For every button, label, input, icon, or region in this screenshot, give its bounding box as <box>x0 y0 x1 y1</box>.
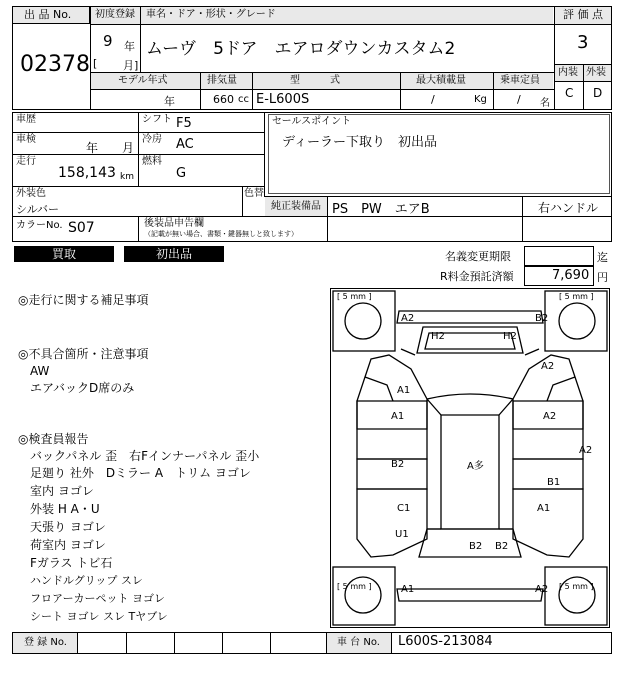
month-unit: 月] <box>123 59 139 72</box>
inspector-heading: ◎検査員報告 <box>18 432 89 446</box>
car-name: ムーヴ 5ドア エアロダウンカスタム2 <box>146 39 456 59</box>
mark-right-front-door: A2 <box>543 411 557 422</box>
divider <box>90 89 554 90</box>
shift-value: F5 <box>176 116 192 131</box>
divider <box>583 64 584 110</box>
mark-right-fender: A2 <box>541 361 555 372</box>
displacement-unit: cc <box>238 94 249 105</box>
defects-heading: ◎不具合箇所・注意事項 <box>18 347 149 361</box>
divider <box>140 24 141 72</box>
mark-right-rear-door: B1 <box>547 477 561 488</box>
mark-roof: A多 <box>467 461 484 472</box>
ac-value: AC <box>176 137 194 152</box>
inspector-line: ハンドルグリップ スレ <box>30 574 143 587</box>
divider <box>138 216 139 242</box>
inspector-line: シート ヨゴレ スレ Tヤブレ <box>30 610 168 623</box>
year-unit: 年 <box>124 40 135 53</box>
inspector-line: 外装 H A・U <box>30 502 100 516</box>
driving-heading: ◎走行に関する補足事項 <box>18 293 149 307</box>
divider <box>270 632 271 654</box>
divider <box>522 196 523 242</box>
divider <box>252 72 253 110</box>
fuel-label: 燃料 <box>142 156 162 167</box>
inspector-line: バックパネル 歪 右Fインナーパネル 歪小 <box>30 449 260 463</box>
model-year-label: モデル年式 <box>118 75 168 86</box>
recycle-unit: 円 <box>597 271 608 284</box>
mark-left-rear-door: B2 <box>391 459 405 470</box>
car-diagram <box>330 288 610 628</box>
inspector-line: 荷室内 ヨゴレ <box>30 538 106 552</box>
color-no-label: カラーNo. <box>16 220 63 231</box>
divider <box>138 112 139 186</box>
divider <box>242 186 243 216</box>
score-value: 3 <box>577 32 589 53</box>
divider <box>327 196 328 242</box>
divider <box>264 112 265 196</box>
inspector-line: 天張り ヨゴレ <box>30 520 106 534</box>
displacement-value: 660 <box>213 93 234 106</box>
car-outline-icon <box>331 289 609 627</box>
type-value: E-L600S <box>256 92 310 107</box>
divider <box>391 632 392 654</box>
aftermarket-note: （記載が無い場合、書類・鍵器無しと致します） <box>144 230 298 238</box>
mark-top-right: B2 <box>535 313 549 324</box>
mark-right-quarter: A1 <box>537 503 551 514</box>
equipment-label: 純正装備品 <box>271 201 321 212</box>
divider <box>90 24 554 25</box>
divider <box>140 6 141 24</box>
repaint-label: 色替 <box>244 188 264 199</box>
fuel-value: G <box>176 166 187 181</box>
shift-label: シフト <box>142 114 172 125</box>
max-load-unit: Kg <box>474 94 487 105</box>
divider <box>200 72 201 110</box>
steering-value: 右ハンドル <box>538 201 599 215</box>
lot-label: 出 品 No. <box>24 8 72 21</box>
footer-frame <box>12 632 612 654</box>
color-value: シルバー <box>16 203 59 216</box>
mileage-unit: km <box>120 172 134 182</box>
divider <box>77 632 78 654</box>
inspector-line: フロアーカーペット ヨゴレ <box>30 592 165 605</box>
divider <box>12 132 264 133</box>
inspector-line: 足廻り 社外 Dミラー A トリム ヨゴレ <box>30 466 251 480</box>
max-load-slash: / <box>431 93 435 106</box>
aftermarket-label: 後装品申告欄 <box>144 218 204 229</box>
ac-label: 冷房 <box>142 134 162 145</box>
interior-label: 内装 <box>558 67 578 78</box>
inspector-line: 室内 ヨゴレ <box>30 484 94 498</box>
equipment-value: PS PW エアB <box>332 202 430 217</box>
history-label: 車歴 <box>16 114 36 125</box>
mark-left-sill: U1 <box>395 529 409 540</box>
displacement-label: 排気量 <box>207 75 237 86</box>
max-load-label: 最大積載量 <box>416 75 466 86</box>
divider <box>126 632 127 654</box>
car-desc-label: 車名・ドア・形状・グレード <box>146 9 276 20</box>
divider <box>554 24 612 25</box>
divider <box>400 72 401 110</box>
type-label: 型 式 <box>290 75 340 86</box>
mark-rear-right: B2 <box>495 541 509 552</box>
year-value: 9 <box>103 32 113 50</box>
inspection-year: 年 <box>86 141 99 155</box>
tire-rear-left-label: [ 5 mm ] <box>337 582 372 591</box>
capacity-unit: 名 <box>540 98 550 109</box>
inspection-label: 車検 <box>16 134 36 145</box>
divider <box>174 632 175 654</box>
divider <box>12 154 264 155</box>
sales-point-label: セールスポイント <box>272 116 352 127</box>
recycle-amount: 7,690 <box>552 268 590 283</box>
divider <box>12 186 264 187</box>
color-label: 外装色 <box>16 188 46 199</box>
tire-front-left-label: [ 5 mm ] <box>337 292 372 301</box>
name-change-unit: 迄 <box>597 251 608 264</box>
defect-line: AW <box>30 364 50 378</box>
inspection-month: 月 <box>122 141 135 155</box>
inspector-line: Fガラス トビ石 <box>30 556 113 570</box>
mark-bottom-left: A1 <box>401 584 415 595</box>
sales-point-text: ディーラー下取り 初出品 <box>282 135 437 150</box>
chassis-number: L600S-213084 <box>398 634 493 649</box>
mark-left-fender: A1 <box>397 385 411 396</box>
mark-h2-left: H2 <box>431 331 445 342</box>
capacity-label: 乗車定員 <box>500 75 540 86</box>
name-change-label: 名義変更期限 <box>445 250 511 263</box>
divider <box>554 81 612 82</box>
mark-left-quarter: C1 <box>397 503 411 514</box>
mileage-label: 走行 <box>16 156 36 167</box>
first-reg-label: 初度登録 <box>95 9 135 20</box>
defect-line: エアバックD席のみ <box>30 381 135 395</box>
first-listing-button[interactable]: 初出品 <box>124 246 224 262</box>
exterior-grade: D <box>593 86 603 100</box>
interior-grade: C <box>565 86 574 100</box>
mark-left-front-door: A1 <box>391 411 405 422</box>
model-year-unit: 年 <box>164 95 175 108</box>
mark-h2-right: H2 <box>503 331 517 342</box>
mark-top-left: A2 <box>401 313 415 324</box>
reg-no-label: 登 録 No. <box>24 637 67 648</box>
mark-rear-left: B2 <box>469 541 483 552</box>
tire-front-right-label: [ 5 mm ] <box>559 292 594 301</box>
mark-bottom-right: A2 <box>535 584 549 595</box>
recycle-label: R料金預託済額 <box>440 270 514 283</box>
lot-number: 02378 <box>20 52 90 77</box>
purchase-button[interactable]: 買取 <box>14 246 114 262</box>
score-label: 評 価 点 <box>563 8 603 21</box>
chassis-label: 車 台 No. <box>337 637 380 648</box>
month-open: [ <box>93 57 98 70</box>
divider <box>493 72 494 110</box>
color-no-value: S07 <box>68 220 95 236</box>
divider <box>222 632 223 654</box>
tire-rear-right-label: [ 5 mm ] <box>559 582 594 591</box>
name-change-field <box>524 246 594 266</box>
mileage-value: 158,143 <box>58 165 116 181</box>
exterior-label: 外装 <box>586 67 606 78</box>
mark-right-rear-side: A2 <box>579 445 593 456</box>
capacity-slash: / <box>517 93 521 106</box>
